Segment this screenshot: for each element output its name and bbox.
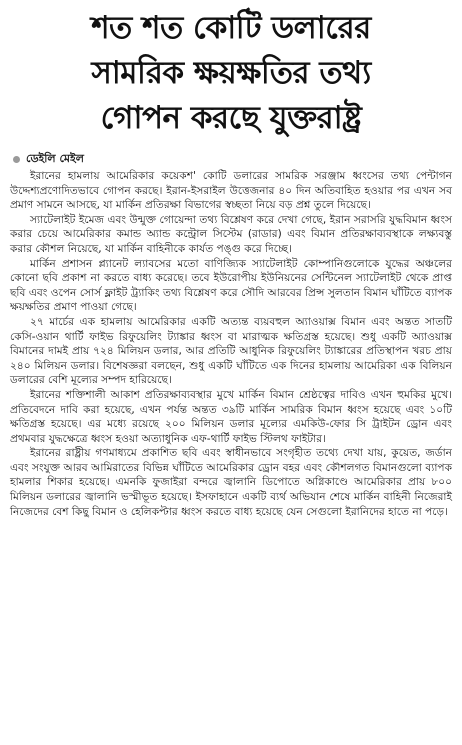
headline [10, 6, 452, 141]
paragraph [10, 257, 452, 315]
paragraph [10, 388, 452, 446]
paragraph [10, 213, 452, 257]
source-name: ডেইলি মেইল [26, 151, 84, 165]
paragraph [10, 315, 452, 388]
paragraph-text: ইরানের রাষ্ট্রীয় গণমাধ্যমে প্রকাশিত ছবি এবং স্বাধীনভাবে সংগৃহীত তথ্যে দেখা যায়, কুয়েত, জর্ডান এবং সংযুক্ত আরব আমিরাতের বিভিন্ন ঘাঁটিতে আমেরিকার ড্রোন বহর এবং কৌশলগত বিমানগুলো ব্যাপক হামলার শিকার হয়েছে। এমনকি ফুজাইরা বন্দরে জ্বালানি ডিপোতে অগ্নিকাণ্ডে আমেরিকার প্রায় ৮০০ মিলিয়ন ডলারের জ্বালানি ভস্মীভূত হয়েছে। ইসফাহানে একটি ব্যর্থ অভিযান শেষে মার্কিন বাহিনী নিজেরাই নিজেদের বেশ কিছু বিমান ও হেলিকপ্টার ধ্বংস করতে বাধ্য হয়েছে যেন সেগুলো ইরানিদের হাতে না পড়ে। [10, 447, 452, 518]
paragraph-text: স্যাটেলাইট ইমেজ এবং উন্মুক্ত গোয়েন্দা তথ্য বিশ্লেষণ করে দেখা গেছে, ইরান সরাসরি যুদ্ধবিমান ধ্বংস করার চেয়ে আমেরিকার কমান্ড অ্যান্ড কন্ট্রোল সিস্টেম (রাডার) এবং বিমান প্রতিরক্ষাব্যবস্থাকে লক্ষ্যবস্তু করার কৌশল নিয়েছে, যা মার্কিন বাহিনীকে কার্যত পঙ্গু করে দিচ্ছে। [10, 213, 452, 255]
headline-line: শত শত কোটি ডলারের [91, 10, 371, 46]
byline [10, 151, 452, 167]
paragraph [10, 169, 452, 213]
bullet-icon [13, 156, 20, 163]
paragraph-text: ইরানের শক্তিশালী আকাশ প্রতিরক্ষাব্যবস্থার মুখে মার্কিন বিমান শ্রেষ্ঠত্বের দাবিও এখন হুমকির মুখে। প্রতিবেদনে দাবি করা হয়েছে, এখন পর্যন্ত অন্তত ৩৯টি মার্কিন সামরিক বিমান ধ্বংস হয়েছে এবং ১০টি ক্ষতিগ্রস্ত হয়েছে। এর মধ্যে রয়েছে ২০০ মিলিয়ন ডলার মূল্যের এমকিউ-ফোর সি ট্রাইটন ড্রোন এবং প্রথমবার যুদ্ধক্ষেত্রে ধ্বংস হওয়া অত্যাধুনিক এফ-থার্টি ফাইভ স্টিলথ ফাইটার। [10, 388, 452, 445]
paragraph [10, 446, 452, 519]
paragraph-text: মার্কিন প্রশাসন প্ল্যানেট ল্যাবসের মতো বাণিজ্যিক স্যাটেলাইট কোম্পানিগুলোকে যুদ্ধের অঞ্চলের কোনো ছবি প্রকাশ না করতে বাধ্য করেছে। তবে ইউরোপীয় ইউনিয়নের সেন্টিনেল স্যাটেলাইট থেকে প্রাপ্ত ছবি এবং ওপেন সোর্স ফ্লাইট ট্র্যাকিং তথ্য বিশ্লেষণ করে সৌদি আরবের প্রিন্স সুলতান বিমান ঘাঁটিতে ব্যাপক ক্ষয়ক্ষতির প্রমাণ পাওয়া গেছে। [10, 257, 452, 314]
paragraph-text: ২৭ মার্চের এক হামলায় আমেরিকার একটি অত্যন্ত ব্যয়বহুল অ্যাওয়াক্স বিমান এবং অন্তত সাতটি কেসি-ওয়ান থার্টি ফাইভ রিফুয়েলিং ট্যাঙ্কার ধ্বংস বা মারাত্মক ক্ষতিগ্রস্ত হয়েছে। শুধু একটি অ্যাওয়াক্স বিমানের দামই প্রায় ৭২৪ মিলিয়ন ডলার, আর প্রতিটি আধুনিক রিফুয়েলিং ট্যাঙ্কারের প্রতিস্থাপন খরচ প্রায় ২৪০ মিলিয়ন ডলার। বিশেষজ্ঞরা বলছেন, শুধু একটি ঘাঁটিতে এক দিনের হামলায় আমেরিকা এক বিলিয়ন ডলারের বেশি মূল্যের সম্পদ হারিয়েছে। [10, 315, 452, 387]
headline-line: সামরিক ক্ষয়ক্ষতির তথ্য [91, 55, 371, 91]
paragraph-text: ইরানের হামলায় আমেরিকার কয়েকশ' কোটি ডলারের সামরিক সরঞ্জাম ধ্বংসের তথ্য পেন্টাগন উদ্দেশ্যপ্রণোদিতভাবে গোপন করছে। ইরান-ইসরাইল উত্তেজনার ৪০ দিন অতিবাহিত হওয়ার পর এখন সব প্রমাণ সামনে আসছে, যা মার্কিন প্রতিরক্ষা বিভাগের স্বচ্ছতা নিয়ে বড় প্রশ্ন তুলে দিয়েছে। [10, 170, 452, 212]
headline-line: গোপন করছে যুক্তরাষ্ট্র [100, 100, 362, 136]
article-body [10, 169, 452, 519]
